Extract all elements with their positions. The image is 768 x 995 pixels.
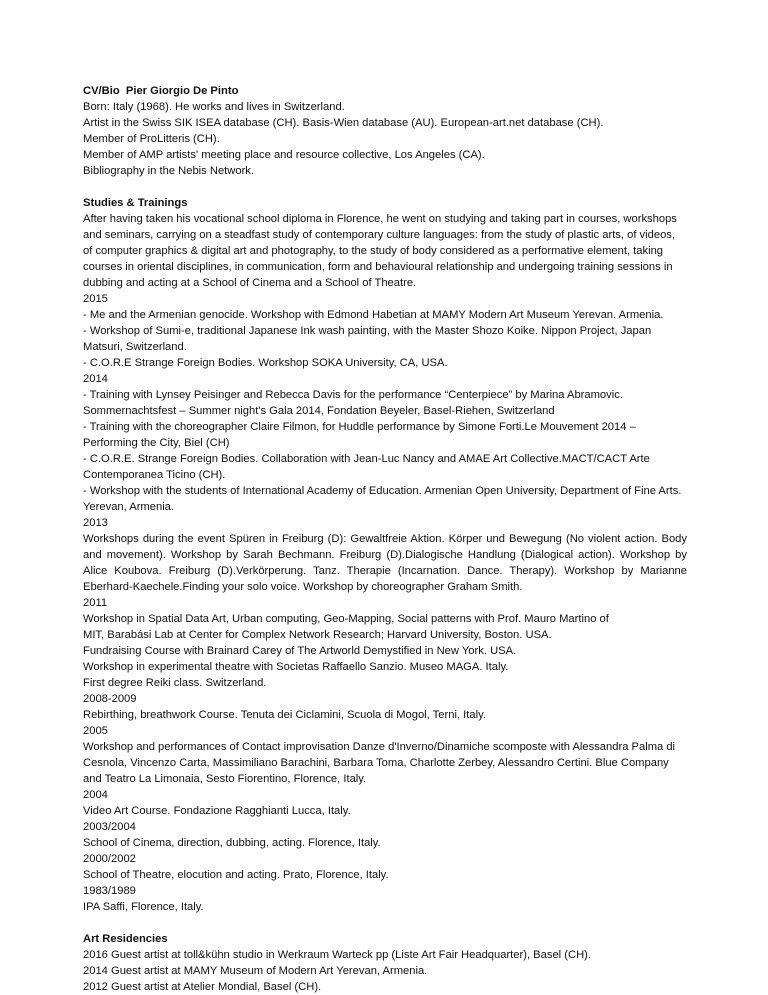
year-label: 1983/1989 [83,885,136,897]
residency-line: 2014 Guest artist at MAMY Museum of Modern Art Yerevan, Armenia. [83,965,428,977]
year-label: 2004 [83,789,108,801]
training-entry: Workshop in Spatial Data Art, Urban computing, Geo-Mapping, Social patterns with Prof. Mauro Martino of [83,613,609,625]
year-label: 2003/2004 [83,821,136,833]
training-entry: - C.O.R.E Strange Foreign Bodies. Workshop SOKA University, CA, USA. [83,357,448,369]
studies-intro: After having taken his vocational school diploma in Florence, he went on studying and taking part in courses, workshops and seminars, carrying on a steadfast study of contemporary culture languages: from the study of plastic arts, of videos, of computer graphics & digital art and photography, to the study of body considered as a performative element, taking courses in oriental disciplines, in communication, form and behavioural relationship and undergoing training sessions in dubbing and acting at a School of Cinema and a School of Theatre. [83,213,677,289]
year-label: 2005 [83,725,108,737]
section-spacer [83,179,687,195]
cv-title [83,83,687,99]
residency-line: 2016 Guest artist at toll&kühn studio in Werkraum Warteck pp (Liste Art Fair Headquarter), Basel (CH). [83,949,591,961]
cv-title-prefix: CV/Bio [83,85,120,97]
training-entry: MIT, Barabási Lab at Center for Complex Network Research; Harvard University, Boston. USA. [83,629,552,641]
training-entry: - Workshop with the students of International Academy of Education. Armenian Open University, Department of Fine Arts. Yerevan, Armenia. [83,485,682,513]
cv-section [83,83,687,179]
training-entry: Workshop and performances of Contact improvisation Danze d'Inverno/Dinamiche scomposte with Alessandra Palma di Cesnola, Vincenzo Carta, Massimiliano Barachini, Barbara Toma, Charlotte Zerbey, Alessandro Certini. Blue Company and Teatro La Limonaia, Sesto Fiorentino, Florence, Italy. [83,741,676,785]
training-entry: Fundraising Course with Brainard Carey of The Artworld Demystified in New York. USA. [83,645,517,657]
residencies-section [83,931,687,995]
cv-line: Member of ProLitteris (CH). [83,133,220,145]
training-entry: Workshop in experimental theatre with Societas Raffaello Sanzio. Museo MAGA. Italy. [83,661,509,673]
year-label: 2015 [83,293,108,305]
training-entry: - Workshop of Sumi-e, traditional Japanese Ink wash painting, with the Master Shozo Koike. Nippon Project, Japan Matsuri, Switzerland. [83,325,652,353]
cv-line: Born: Italy (1968). He works and lives in Switzerland. [83,101,345,113]
cv-artist-name: Pier Giorgio De Pinto [125,85,239,97]
training-entry: Rebirthing, breathwork Course. Tenuta dei Ciclamini, Scuola di Mogol, Terni, Italy. [83,709,486,721]
training-entry: - C.O.R.E. Strange Foreign Bodies. Collaboration with Jean-Luc Nancy and AMAE Art Collective.MACT/CACT Arte Contemporanea Ticino (CH). [83,453,650,481]
studies-section [83,195,687,915]
training-entry: First degree Reiki class. Switzerland. [83,677,267,689]
training-entry: School of Theatre, elocution and acting. Prato, Florence, Italy. [83,869,389,881]
cv-line: Member of AMP artists' meeting place and resource collective, Los Angeles (CA). [83,149,485,161]
training-entry: - Me and the Armenian genocide. Workshop with Edmond Habetian at MAMY Modern Art Museum Yerevan. Armenia. [83,309,664,321]
studies-heading: Studies & Trainings [83,197,188,209]
year-label: 2000/2002 [83,853,136,865]
training-entry: IPA Saffi, Florence, Italy. [83,901,204,913]
year-label: 2008-2009 [83,693,137,705]
document-page [83,83,687,995]
residencies-heading: Art Residencies [83,933,168,945]
year-label: 2013 [83,517,108,529]
residency-line: 2012 Guest artist at Atelier Mondial, Basel (CH). [83,981,322,993]
training-entry: Workshops during the event Spüren in Freiburg (D): Gewaltfreie Aktion. Körper und Bewegung (No violent action. Body and movement). Workshop by Sarah Bechmann. Freiburg (D).Dialogische Handlung (Dialogical action). Workshop by Alice Koubova. Freiburg (D).Verkörperung. Tanz. Therapie (Incarnation. Dance. Therapy). Workshop by Marianne Eberhard-Kaechele.Finding your solo voice. Workshop by choreographer Graham Smith. [83,533,687,593]
cv-line: Artist in the Swiss SIK ISEA database (CH). Basis-Wien database (AU). European-art.net database (CH). [83,117,604,129]
training-entry: - Training with Lynsey Peisinger and Rebecca Davis for the performance “Centerpiece” by Marina Abramovic. Sommernachtsfest – Summer night's Gala 2014, Fondation Beyeler, Basel-Riehen, Switzerland [83,389,623,417]
training-entry: School of Cinema, direction, dubbing, acting. Florence, Italy. [83,837,381,849]
cv-line: Bibliography in the Nebis Network. [83,165,255,177]
year-label: 2011 [83,597,108,609]
training-entry: - Training with the choreographer Claire Filmon, for Huddle performance by Simone Forti.Le Mouvement 2014 – Performing the City, Biel (CH) [83,421,636,449]
training-entry: Video Art Course. Fondazione Ragghianti Lucca, Italy. [83,805,351,817]
year-label: 2014 [83,373,108,385]
section-spacer [83,915,687,931]
